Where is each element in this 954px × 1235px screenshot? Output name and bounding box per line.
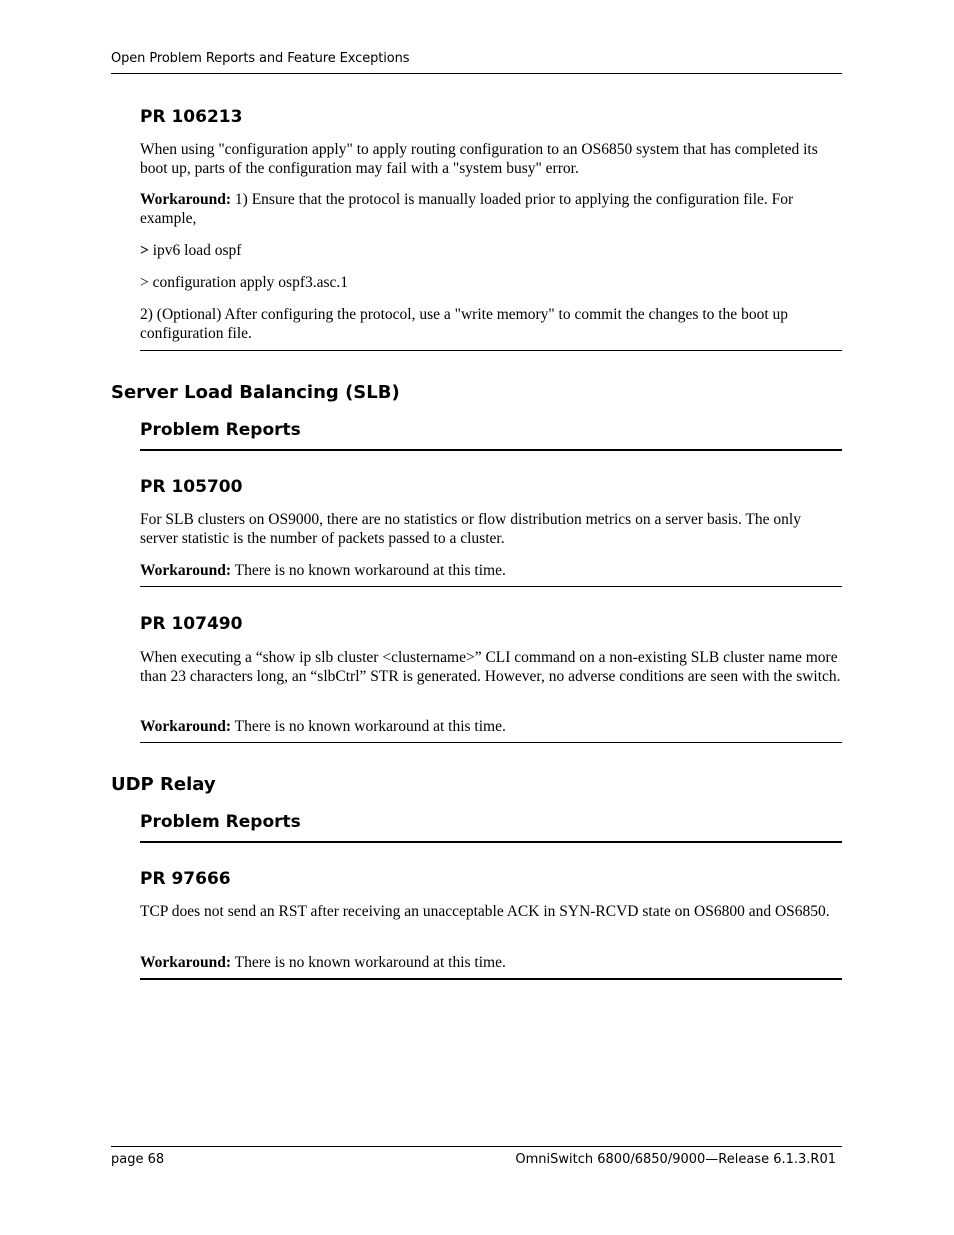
udp-section-title: UDP Relay [111,774,216,795]
udp-problem-reports-title: Problem Reports [140,812,301,832]
footer-rule [111,1146,842,1147]
pr-106213-description: When using "configuration apply" to apply routing configuration to an OS6850 system that has completed its boot up, parts of the configuration may fail with a "system busy" error. [140,141,818,177]
section-divider [140,350,842,351]
pr-106213-step-2: 2) (Optional) After configuring the protocol, use a "write memory" to commit the changes to the boot up configuration file. [140,306,788,342]
header-rule [111,73,842,74]
section-end-rule [140,978,842,980]
subsection-rule [140,449,842,451]
pr-97666-workaround-text: There is no known workaround at this time. [234,954,506,971]
pr-106213-workaround-text: 1) Ensure that the protocol is manually loaded prior to applying the configuration file. For example, [140,191,794,227]
pr-105700-workaround [140,561,842,580]
pr-106213-command-1 [140,241,842,260]
running-header: Open Problem Reports and Feature Exceptions [111,51,410,66]
pr-106213-command-2: > configuration apply ospf3.asc.1 [140,274,349,291]
slb-section-title: Server Load Balancing (SLB) [111,382,400,403]
pr-105700-workaround-text: There is no known workaround at this time. [234,562,506,579]
command-prompt: > [140,242,149,259]
pr-97666-description: TCP does not send an RST after receiving an unacceptable ACK in SYN-RCVD state on OS6800 and OS6850. [140,903,830,920]
workaround-label: Workaround: [140,718,232,735]
pr-106213-workaround [140,190,842,228]
pr-107490-title: PR 107490 [140,614,243,634]
slb-problem-reports-title: Problem Reports [140,420,301,440]
subsection-rule [140,841,842,843]
pr-106213-title: PR 106213 [140,107,243,127]
pr-97666-title: PR 97666 [140,869,231,889]
section-divider [140,742,842,743]
workaround-label: Workaround: [140,562,232,579]
pr-97666-workaround [140,953,842,972]
page-number: page 68 [111,1152,165,1167]
pr-106213-command-1-text: ipv6 load ospf [152,242,242,259]
pr-105700-title: PR 105700 [140,477,243,497]
pr-105700-description: For SLB clusters on OS9000, there are no statistics or flow distribution metrics on a server basis. The only server statistic is the number of packets passed to a cluster. [140,511,801,547]
workaround-label: Workaround: [140,191,232,208]
workaround-label: Workaround: [140,954,232,971]
section-divider [140,586,842,587]
pr-107490-workaround-text: There is no known workaround at this time. [234,718,506,735]
pr-107490-description: When executing a “show ip slb cluster <clustername>” CLI command on a non-existing SLB cluster name more than 23 characters long, an “slbCtrl” STR is generated. However, no adverse conditions are seen with the switch. [140,649,841,685]
pr-107490-workaround [140,717,842,736]
product-release: OmniSwitch 6800/6850/9000—Release 6.1.3.R01 [515,1152,836,1167]
